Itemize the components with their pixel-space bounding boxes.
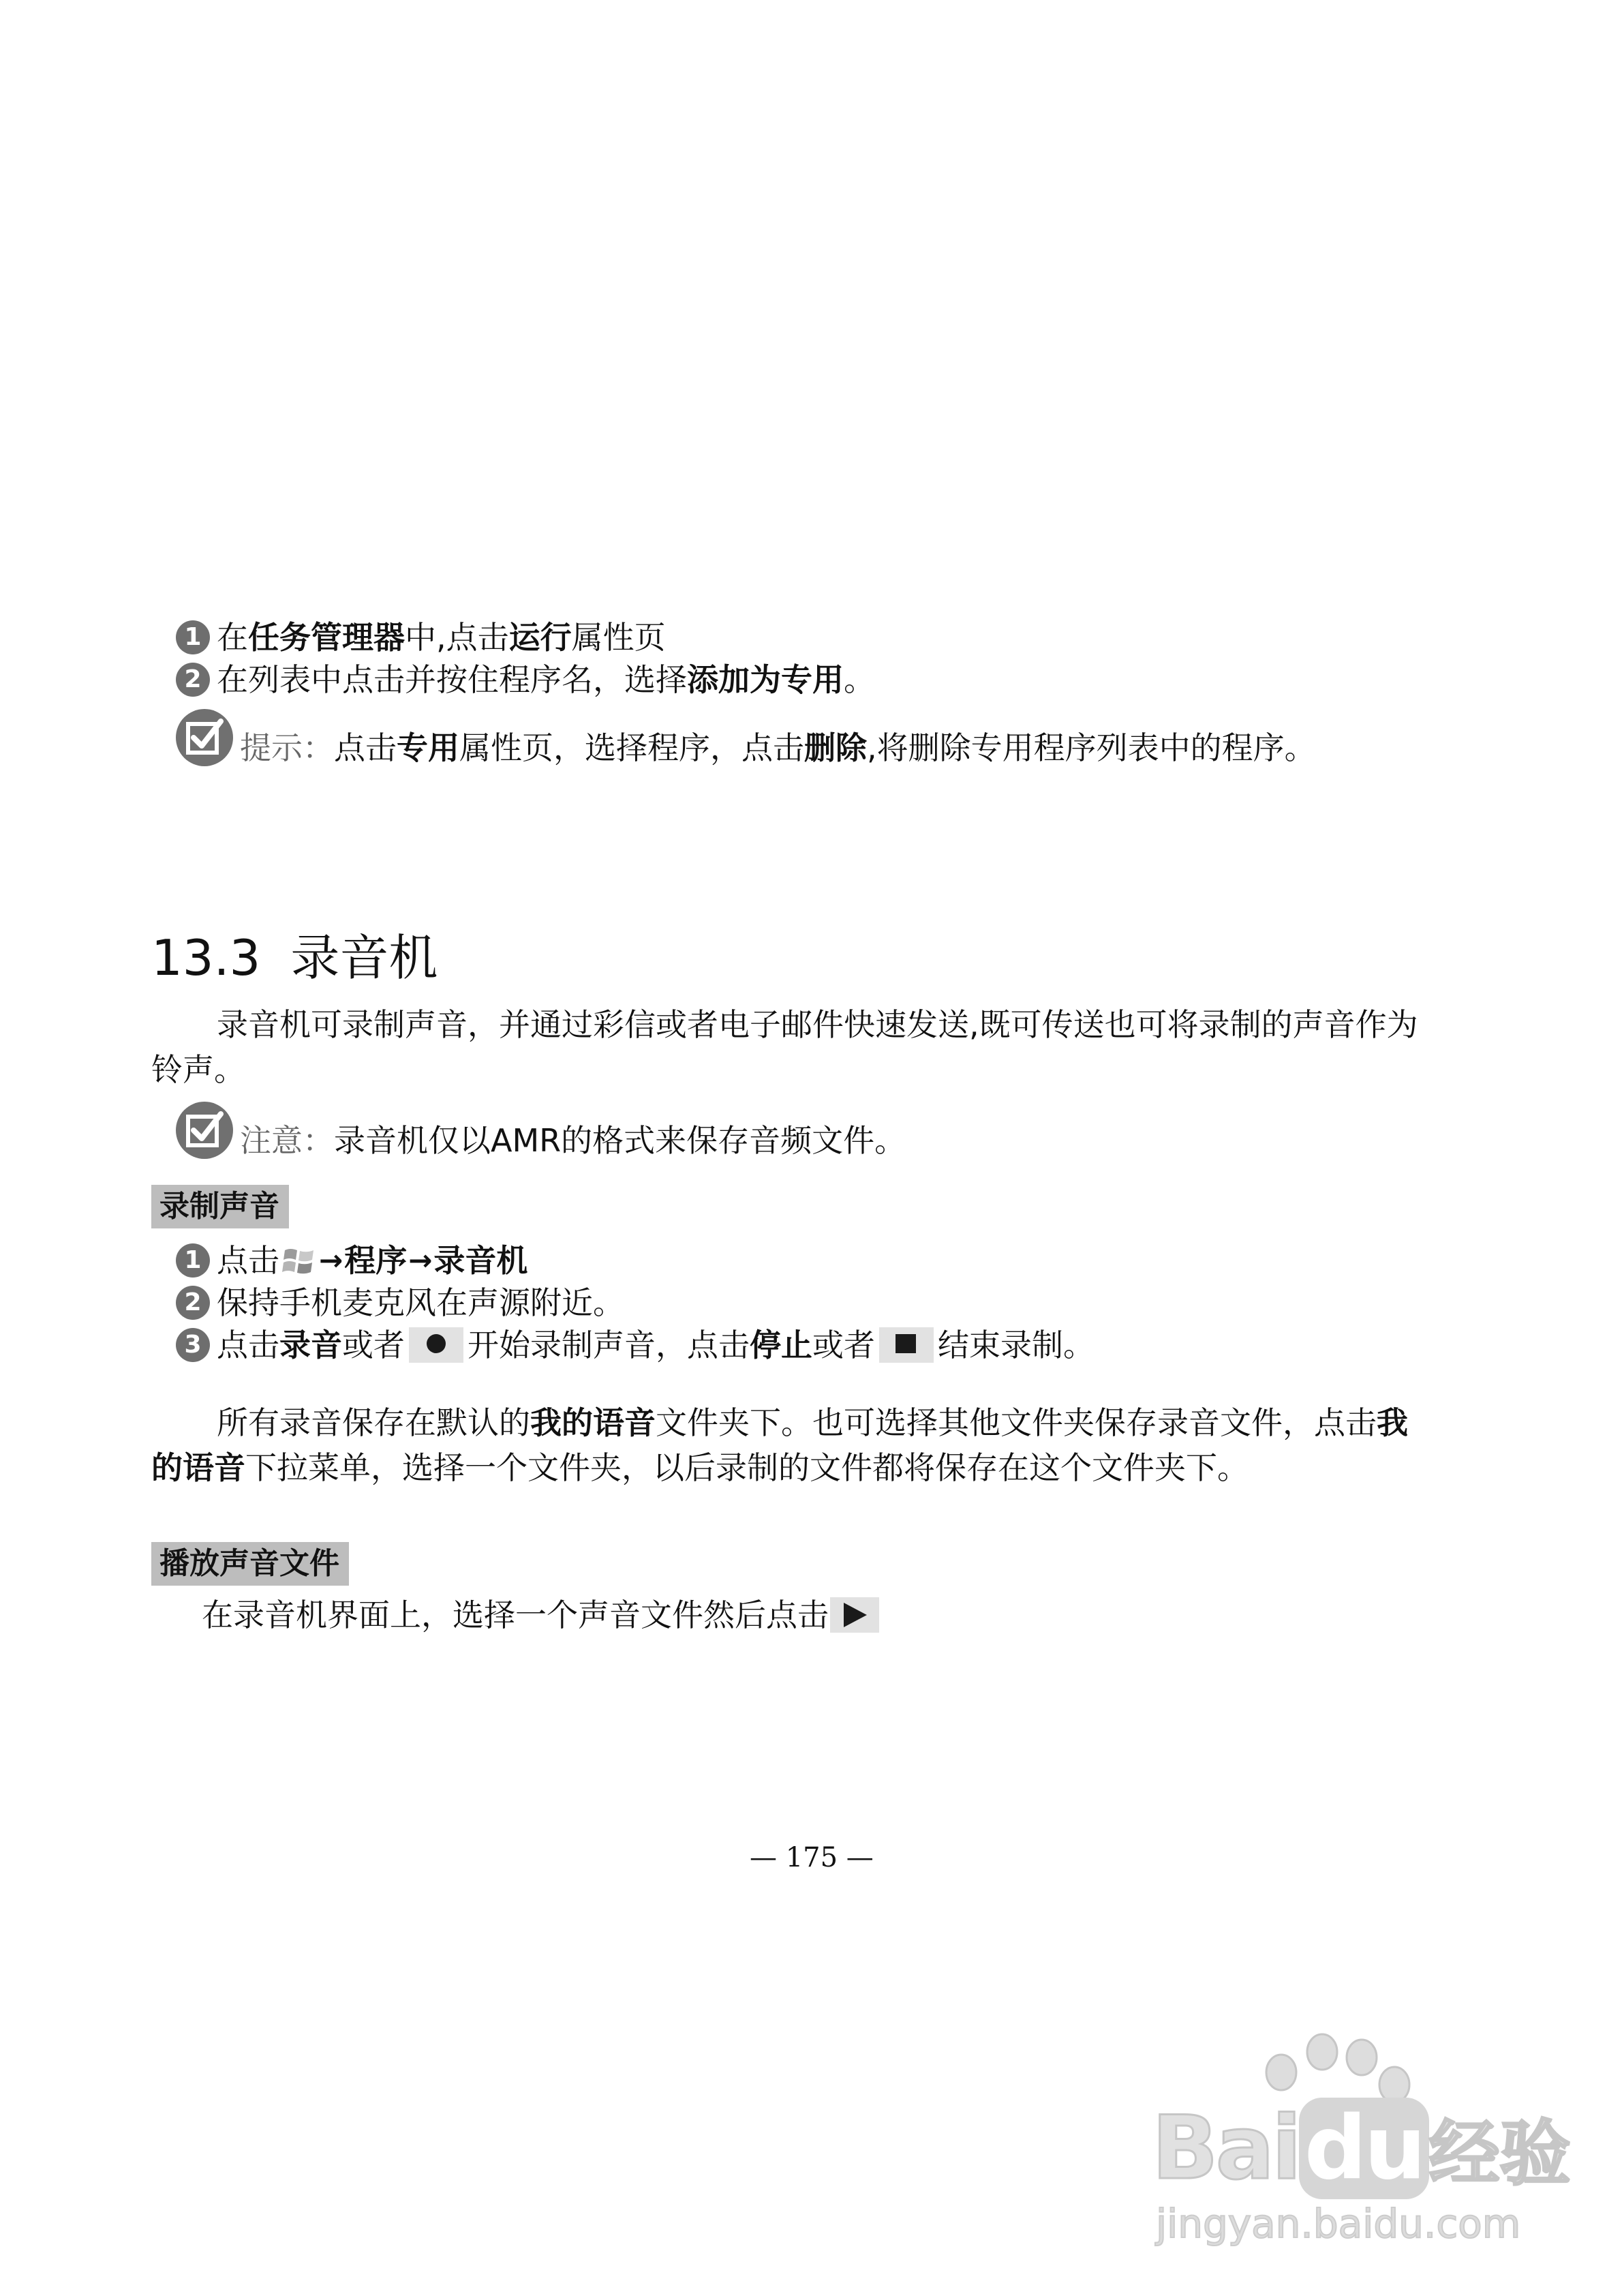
section-title: 录音机 bbox=[290, 929, 438, 986]
step-text: 中,点击 bbox=[405, 619, 509, 656]
my-voice-label: 我的语音 bbox=[530, 1404, 656, 1441]
delete-label: 删除 bbox=[804, 729, 867, 766]
record-button-icon bbox=[409, 1327, 463, 1363]
para-text: 文件夹下。也可选择其他文件夹保存录音文件，点击 bbox=[656, 1404, 1377, 1441]
step-number-badge: 2 bbox=[176, 1286, 210, 1320]
baidu-brand-text bbox=[1152, 2096, 1571, 2199]
intro-line-1: 录音机可录制声音，并通过彩信或者电子邮件快速发送,既可传送也可将录制的声音作为 bbox=[217, 1006, 1418, 1043]
checkbox-note-icon bbox=[176, 709, 233, 766]
record-para-line-1 bbox=[151, 1400, 1487, 1445]
brand-suffix: 经验 bbox=[1428, 2112, 1571, 2195]
checkbox-note-icon bbox=[176, 1102, 233, 1159]
record-step-1 bbox=[176, 1241, 527, 1280]
step-text: 。 bbox=[844, 661, 875, 698]
record-step-3 bbox=[176, 1325, 1095, 1365]
step-text: 点击 bbox=[217, 1242, 279, 1279]
baidu-watermark bbox=[1152, 2031, 1571, 2256]
play-button-icon bbox=[830, 1597, 879, 1633]
programs-label: 程序 bbox=[344, 1242, 408, 1279]
note-label: 注意： bbox=[240, 1122, 334, 1159]
record-subheading: 录制声音 bbox=[151, 1185, 289, 1228]
run-tab-label: 运行 bbox=[508, 619, 572, 656]
stop-label: 停止 bbox=[750, 1327, 812, 1363]
page-number: — 175 — bbox=[750, 1842, 874, 1873]
step-text: 在列表中点击并按住程序名，选择 bbox=[217, 661, 687, 698]
arrow-right-icon: → bbox=[408, 1243, 433, 1277]
step-1-task-manager bbox=[176, 618, 666, 657]
arrow-right-icon: → bbox=[319, 1243, 343, 1277]
step-number-badge: 3 bbox=[176, 1328, 210, 1362]
section-number: 13.3 bbox=[151, 929, 261, 986]
brand-part-1: Bai bbox=[1152, 2098, 1299, 2199]
step-text: 在 bbox=[217, 619, 248, 656]
playback-subheading: 播放声音文件 bbox=[151, 1542, 349, 1586]
stop-button-icon bbox=[879, 1327, 934, 1363]
para-text: 下拉菜单，选择一个文件夹，以后录制的文件都将保存在这个文件夹下。 bbox=[245, 1449, 1249, 1486]
tip-note bbox=[176, 709, 1316, 766]
section-heading bbox=[151, 927, 438, 988]
step-2-add-exclusive bbox=[176, 660, 875, 699]
tip-text: ,将删除专用程序列表中的程序。 bbox=[867, 729, 1316, 766]
step-number-badge: 1 bbox=[176, 1243, 210, 1278]
tip-text: 点击 bbox=[334, 729, 397, 766]
note-text: 录音机仅以AMR的格式来保存音频文件。 bbox=[334, 1122, 906, 1159]
step-number-badge: 2 bbox=[176, 663, 210, 697]
step-number-badge: 1 bbox=[176, 620, 210, 654]
playback-text: 在录音机界面上，选择一个声音文件然后点击 bbox=[202, 1597, 829, 1633]
watermark-url: jingyan.baidu.com bbox=[1156, 2201, 1521, 2247]
amr-note bbox=[176, 1102, 906, 1159]
intro-line-2: 铃声。 bbox=[151, 1051, 245, 1088]
para-text: 所有录音保存在默认的 bbox=[217, 1404, 530, 1441]
playback-instruction bbox=[202, 1595, 883, 1635]
recorder-label: 录音机 bbox=[433, 1242, 528, 1279]
add-exclusive-label: 添加为专用 bbox=[687, 661, 844, 698]
my-voice-label-start: 我 bbox=[1377, 1404, 1408, 1441]
step-text: 属性页 bbox=[571, 619, 666, 656]
record-label: 录音 bbox=[279, 1327, 342, 1363]
tip-text: 属性页，选择程序，点击 bbox=[459, 729, 804, 766]
record-para-line-2 bbox=[151, 1445, 1487, 1490]
step-text: 保持手机麦克风在声源附近。 bbox=[217, 1284, 624, 1321]
step-text: 点击 bbox=[217, 1327, 279, 1363]
task-manager-label: 任务管理器 bbox=[248, 619, 405, 656]
brand-part-2: du bbox=[1299, 2098, 1429, 2199]
step-text: 或者 bbox=[812, 1327, 875, 1363]
record-step-2 bbox=[176, 1283, 624, 1323]
record-paragraph bbox=[151, 1400, 1487, 1490]
my-voice-label-end: 的语音 bbox=[151, 1449, 245, 1486]
windows-start-icon bbox=[281, 1245, 316, 1276]
step-text: 或者 bbox=[342, 1327, 405, 1363]
step-text: 结束录制。 bbox=[938, 1327, 1095, 1363]
exclusive-tab-label: 专用 bbox=[397, 729, 459, 766]
tip-label: 提示： bbox=[240, 729, 334, 766]
step-text: 开始录制声音，点击 bbox=[468, 1327, 750, 1363]
intro-paragraph bbox=[151, 1002, 1487, 1092]
